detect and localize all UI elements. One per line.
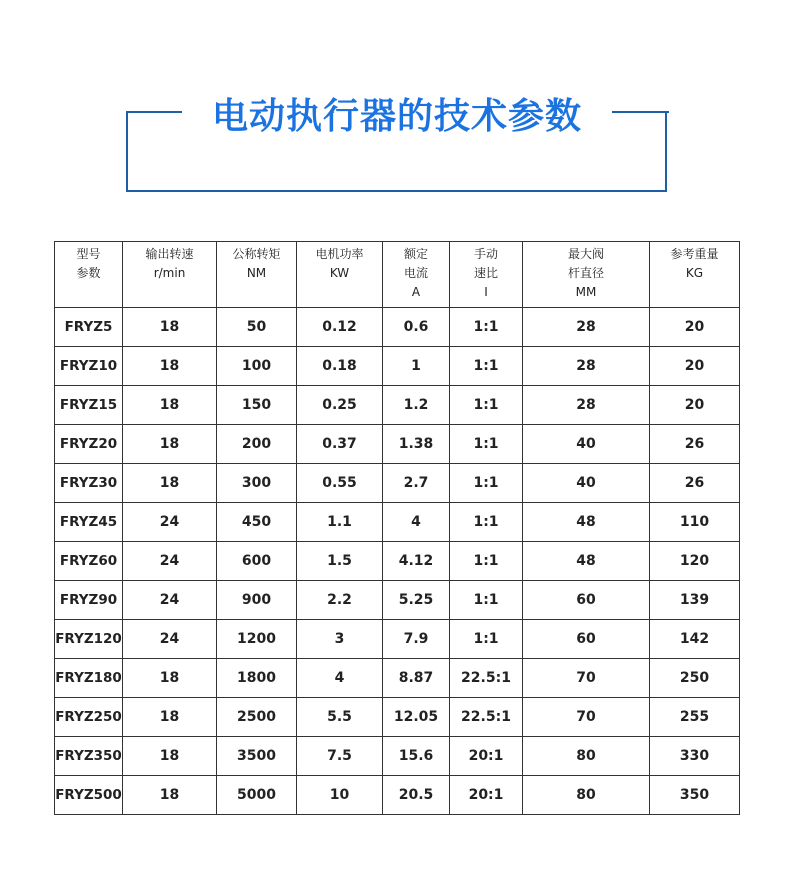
table-cell: 22.5:1: [450, 659, 523, 698]
table-body: [55, 308, 740, 815]
table-cell: 18: [123, 737, 217, 776]
model-cell: FRYZ20: [55, 425, 123, 464]
table-cell: 24: [123, 620, 217, 659]
table-cell: 3500: [217, 737, 297, 776]
table-cell: 900: [217, 581, 297, 620]
table-row: [55, 464, 740, 503]
table-row: [55, 386, 740, 425]
table-cell: 1.5: [297, 542, 383, 581]
table-cell: 120: [650, 542, 740, 581]
table-cell: 1.1: [297, 503, 383, 542]
table-header-row: [55, 242, 740, 308]
table-cell: 1:1: [450, 620, 523, 659]
column-header-line: KG: [685, 266, 704, 280]
column-header-line: KW: [329, 266, 350, 280]
table-cell: 28: [523, 386, 650, 425]
table-cell: 1:1: [450, 503, 523, 542]
column-header-line: 型号: [76, 247, 101, 261]
table-cell: 2500: [217, 698, 297, 737]
table-cell: 300: [217, 464, 297, 503]
table-cell: 20.5: [383, 776, 450, 815]
table-cell: 22.5:1: [450, 698, 523, 737]
table-cell: 2.7: [383, 464, 450, 503]
table-cell: 18: [123, 308, 217, 347]
model-cell: FRYZ250: [55, 698, 123, 737]
table-cell: 255: [650, 698, 740, 737]
model-cell: FRYZ5: [55, 308, 123, 347]
table-cell: 2.2: [297, 581, 383, 620]
column-header: [123, 242, 217, 308]
table-cell: 40: [523, 425, 650, 464]
table-cell: 20:1: [450, 737, 523, 776]
table-row: [55, 542, 740, 581]
table-cell: 0.18: [297, 347, 383, 386]
table-cell: 450: [217, 503, 297, 542]
table-cell: 0.37: [297, 425, 383, 464]
model-cell: FRYZ10: [55, 347, 123, 386]
column-header: [650, 242, 740, 308]
column-header-line: 手动: [473, 247, 498, 261]
column-header-line: NM: [246, 266, 267, 280]
table-cell: 18: [123, 698, 217, 737]
table-cell: 5.25: [383, 581, 450, 620]
table-cell: 1:1: [450, 581, 523, 620]
table-cell: 1:1: [450, 386, 523, 425]
table-row: [55, 308, 740, 347]
table-cell: 3: [297, 620, 383, 659]
table-row: [55, 776, 740, 815]
column-header-line: I: [484, 285, 488, 299]
column-header-line: 参考重量: [670, 247, 719, 261]
column-header: [450, 242, 523, 308]
table-cell: 0.12: [297, 308, 383, 347]
table-cell: 1:1: [450, 542, 523, 581]
table-cell: 600: [217, 542, 297, 581]
table-cell: 18: [123, 347, 217, 386]
column-header-line: 输出转速: [145, 247, 194, 261]
table-cell: 48: [523, 503, 650, 542]
table-cell: 18: [123, 464, 217, 503]
table-row: [55, 347, 740, 386]
table-cell: 50: [217, 308, 297, 347]
table-row: [55, 620, 740, 659]
column-header: [217, 242, 297, 308]
table-cell: 24: [123, 542, 217, 581]
column-header: [55, 242, 123, 308]
table-cell: 26: [650, 425, 740, 464]
table-row: [55, 659, 740, 698]
table-cell: 40: [523, 464, 650, 503]
model-cell: FRYZ90: [55, 581, 123, 620]
table-cell: 80: [523, 737, 650, 776]
table-cell: 26: [650, 464, 740, 503]
column-header-line: r/min: [153, 266, 186, 280]
table-cell: 142: [650, 620, 740, 659]
column-header-line: 杆直径: [567, 266, 604, 280]
table-cell: 70: [523, 659, 650, 698]
table-cell: 18: [123, 776, 217, 815]
table-cell: 1.2: [383, 386, 450, 425]
table-cell: 150: [217, 386, 297, 425]
table-cell: 20: [650, 386, 740, 425]
table-cell: 7.5: [297, 737, 383, 776]
table-cell: 15.6: [383, 737, 450, 776]
spec-table: [54, 241, 740, 815]
table-cell: 24: [123, 503, 217, 542]
model-cell: FRYZ180: [55, 659, 123, 698]
table-row: [55, 503, 740, 542]
table-cell: 70: [523, 698, 650, 737]
column-header-line: 电流: [403, 266, 428, 280]
column-header: [523, 242, 650, 308]
table-cell: 200: [217, 425, 297, 464]
table-cell: 139: [650, 581, 740, 620]
model-cell: FRYZ500: [55, 776, 123, 815]
table-cell: 20: [650, 308, 740, 347]
table-cell: 24: [123, 581, 217, 620]
table-cell: 28: [523, 347, 650, 386]
model-cell: FRYZ120: [55, 620, 123, 659]
table-cell: 1:1: [450, 308, 523, 347]
table-cell: 10: [297, 776, 383, 815]
table-cell: 28: [523, 308, 650, 347]
table-cell: 350: [650, 776, 740, 815]
table-cell: 1:1: [450, 347, 523, 386]
model-cell: FRYZ15: [55, 386, 123, 425]
table-cell: 48: [523, 542, 650, 581]
table-cell: 100: [217, 347, 297, 386]
table-cell: 80: [523, 776, 650, 815]
column-header-line: 电机功率: [315, 247, 364, 261]
table-cell: 0.6: [383, 308, 450, 347]
table-row: [55, 698, 740, 737]
page-title: 电动执行器的技术参数: [211, 96, 582, 137]
table-cell: 1800: [217, 659, 297, 698]
table-cell: 4: [297, 659, 383, 698]
table-cell: 4.12: [383, 542, 450, 581]
table-cell: 12.05: [383, 698, 450, 737]
table-cell: 8.87: [383, 659, 450, 698]
model-cell: FRYZ60: [55, 542, 123, 581]
table-cell: 1200: [217, 620, 297, 659]
column-header-line: 速比: [473, 266, 498, 280]
table-cell: 7.9: [383, 620, 450, 659]
table-row: [55, 425, 740, 464]
column-header-line: 额定: [403, 247, 428, 261]
column-header-line: A: [411, 285, 421, 299]
column-header-line: 最大阀: [567, 247, 604, 261]
column-header: [297, 242, 383, 308]
table-cell: 20:1: [450, 776, 523, 815]
table-row: [55, 581, 740, 620]
column-header-line: 参数: [76, 266, 101, 280]
table-cell: 18: [123, 386, 217, 425]
table-cell: 1: [383, 347, 450, 386]
column-header-line: 公称转矩: [232, 247, 281, 261]
table-cell: 4: [383, 503, 450, 542]
table-cell: 330: [650, 737, 740, 776]
model-cell: FRYZ350: [55, 737, 123, 776]
table-cell: 1.38: [383, 425, 450, 464]
column-header: [383, 242, 450, 308]
table-cell: 0.55: [297, 464, 383, 503]
table-cell: 250: [650, 659, 740, 698]
model-cell: FRYZ30: [55, 464, 123, 503]
table-cell: 1:1: [450, 425, 523, 464]
model-cell: FRYZ45: [55, 503, 123, 542]
table-cell: 18: [123, 659, 217, 698]
table-cell: 0.25: [297, 386, 383, 425]
column-header-line: MM: [575, 285, 597, 299]
table-cell: 5000: [217, 776, 297, 815]
table-cell: 20: [650, 347, 740, 386]
table-row: [55, 737, 740, 776]
table-cell: 5.5: [297, 698, 383, 737]
table-cell: 110: [650, 503, 740, 542]
table-cell: 1:1: [450, 464, 523, 503]
table-cell: 18: [123, 425, 217, 464]
table-cell: 60: [523, 581, 650, 620]
table-cell: 60: [523, 620, 650, 659]
